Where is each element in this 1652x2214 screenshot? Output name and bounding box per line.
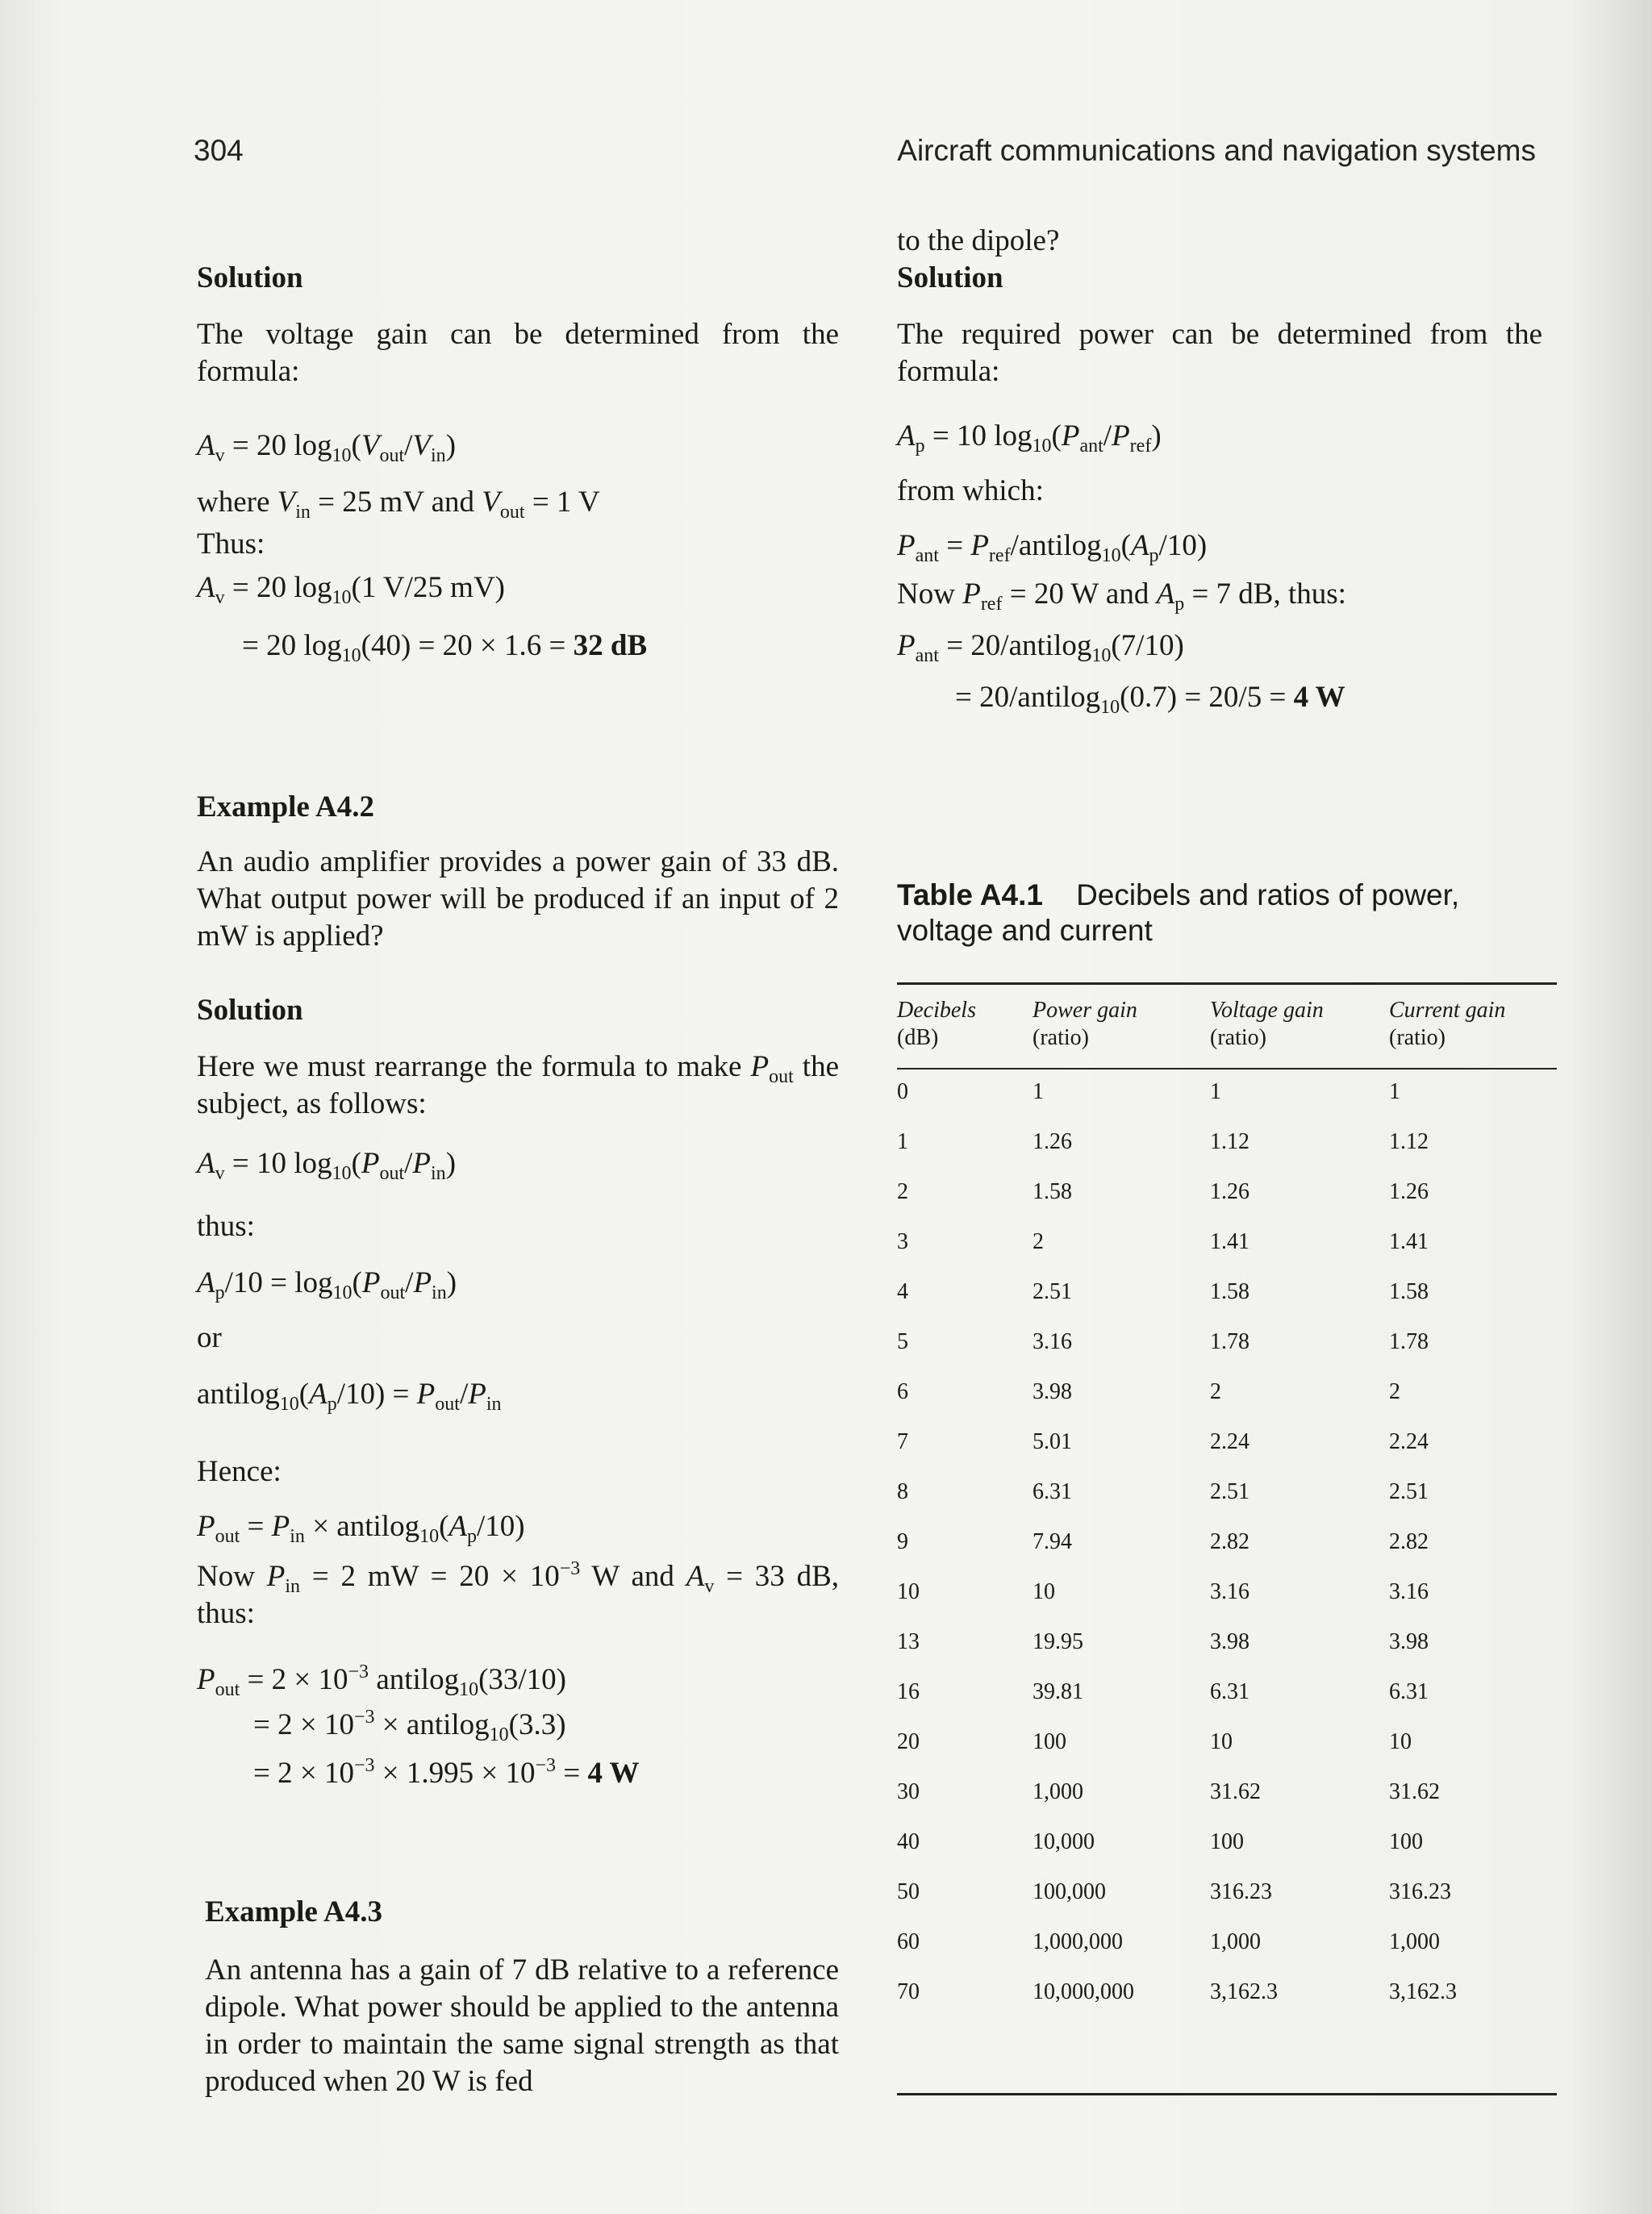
- solution-2-text-b: the subject, as follows:: [197, 1050, 840, 1120]
- thus-label-2: thus:: [197, 1210, 255, 1243]
- table-cell-decibels: 40: [897, 1829, 920, 1854]
- result-4w: 4 W: [587, 1757, 640, 1790]
- table-row: [897, 1529, 1557, 1579]
- table-row: [897, 1829, 1557, 1879]
- table-cell-voltage-gain: 6.31: [1210, 1679, 1249, 1704]
- table-cell-voltage-gain: 3,162.3: [1210, 1979, 1278, 2004]
- result-32db: 32 dB: [573, 629, 648, 662]
- table-row: [897, 1229, 1557, 1279]
- table-cell-decibels: 70: [897, 1979, 920, 2004]
- table-cell-voltage-gain: 3.16: [1210, 1579, 1249, 1604]
- solution-2-text: Here we must rearrange the formula to make $P_{out}$ the subject, as follows:: [197, 1050, 840, 1120]
- equation-pout-sub: $P_{out} = 2 \times 10^{-3}$ antilog$_{10}$(33/10): [197, 1662, 567, 1700]
- table-cell-current-gain: 1.78: [1389, 1329, 1429, 1354]
- table-row: [897, 1929, 1557, 1979]
- table-row: [897, 1329, 1557, 1379]
- equation-pout: $P_{out} = P_{in}$ × $antilog_{10}(A_p/10)$: [197, 1510, 525, 1547]
- table-cell-power-gain: 1,000,000: [1032, 1929, 1123, 1954]
- table-cell-power-gain: 39.81: [1032, 1679, 1083, 1704]
- table-cell-power-gain: 2: [1032, 1229, 1044, 1254]
- table-cell-power-gain: 1,000: [1032, 1779, 1083, 1804]
- from-which-label: from which:: [897, 474, 1044, 507]
- solution-3-text: The required power can be determined from the formula:: [897, 318, 1542, 388]
- table-cell-power-gain: 100: [1032, 1729, 1066, 1754]
- table-cell-decibels: 4: [897, 1279, 908, 1304]
- table-body: [897, 1052, 1557, 2029]
- now-values-text: Now $P_{in} = 2$ mW = $20 \times 10^{-3}$ W and $A_v = 33$ dB, thus:: [197, 1558, 839, 1630]
- table-row: [897, 1079, 1557, 1129]
- table-cell-power-gain: 19.95: [1032, 1629, 1083, 1654]
- table-cell-decibels: 5: [897, 1329, 908, 1354]
- header-power-gain: Power gain (ratio): [1032, 998, 1137, 1050]
- table-cell-current-gain: 1.58: [1389, 1279, 1429, 1304]
- table-cell-voltage-gain: 1.41: [1210, 1229, 1249, 1254]
- equation-pant-result: = 20/antilog$_{10}$(0.7) = 20/5 = 4 W: [955, 681, 1345, 718]
- table-cell-power-gain: 100,000: [1032, 1879, 1106, 1904]
- equation-pant: $P_{ant}$ = $P_{ref}/antilog_{10}(A_p/10)$: [897, 529, 1208, 566]
- table-cell-power-gain: 7.94: [1032, 1529, 1072, 1554]
- table-cell-power-gain: 3.16: [1032, 1329, 1072, 1354]
- thus-label-1: Thus:: [197, 527, 265, 561]
- table-cell-voltage-gain: 316.23: [1210, 1879, 1272, 1904]
- table-cell-decibels: 30: [897, 1779, 920, 1804]
- table-row: [897, 1979, 1557, 2029]
- table-cell-current-gain: 2.82: [1389, 1529, 1429, 1554]
- table-cell-current-gain: 1.26: [1389, 1179, 1429, 1204]
- table-cell-voltage-gain: 100: [1210, 1829, 1244, 1854]
- equation-voltage-gain-result: [242, 628, 647, 665]
- solution-1-text: The voltage gain can be determined from the formula:: [197, 318, 839, 388]
- table-cell-power-gain: 10,000,000: [1032, 1979, 1134, 2004]
- table-row: [897, 1679, 1557, 1729]
- table-row: [897, 1729, 1557, 1779]
- table-cell-current-gain: 2.24: [1389, 1429, 1429, 1454]
- table-cell-power-gain: 10,000: [1032, 1829, 1095, 1854]
- eq3-sub: 10: [341, 645, 361, 666]
- table-cell-voltage-gain: 1.26: [1210, 1179, 1249, 1204]
- now-values-text-2: Now $P_{ref} = 20$ W and $A_p = 7$ dB, thus:: [897, 577, 1346, 615]
- example-a4-2-text: An audio amplifier provides a power gain of 33 dB. What output power will be produced if an input of 2 mW is applied?: [197, 845, 839, 953]
- equation-voltage-gain-sub: $A_v = 20$ $\log_{10}(1$ V/25 mV): [197, 571, 505, 608]
- table-cell-voltage-gain: 2: [1210, 1379, 1221, 1404]
- equation-antenna-gain: $A_p = 10$ $\log_{10}(P_{ant}/P_{ref})$: [897, 419, 1162, 457]
- table-cell-voltage-gain: 2.82: [1210, 1529, 1249, 1554]
- table-cell-current-gain: 10: [1389, 1729, 1412, 1754]
- equation-voltage-gain: $A_v = 20$ $\log_{10}(V_{out}/V_{in})$: [197, 429, 457, 466]
- table-cell-current-gain: 3,162.3: [1389, 1979, 1457, 2004]
- example-a4-3-heading: Example A4.3: [205, 1895, 382, 1928]
- equation-pant-sub: $P_{ant}$ = 20/antilog$_{10}$(7/10): [897, 629, 1184, 666]
- table-label: Table A4.1: [897, 878, 1043, 911]
- header-current-gain: Current gain (ratio): [1389, 998, 1506, 1050]
- table-row: [897, 1779, 1557, 1829]
- equation-pout-step: = $2 \times 10^{-3}$ × antilog$_{10}$(3.3): [253, 1707, 566, 1745]
- eq3-rest: (40) = 20 × 1.6 =: [361, 629, 574, 662]
- table-cell-voltage-gain: 1: [1210, 1079, 1221, 1104]
- table-row: [897, 1179, 1557, 1229]
- table-cell-power-gain: 1.58: [1032, 1179, 1072, 1204]
- solution-heading-1: Solution: [197, 261, 303, 294]
- table-cell-current-gain: 3.98: [1389, 1629, 1429, 1654]
- table-cell-current-gain: 1.12: [1389, 1129, 1429, 1154]
- table-cell-decibels: 13: [897, 1629, 920, 1654]
- table-cell-decibels: 6: [897, 1379, 908, 1404]
- solution-heading-2: Solution: [197, 994, 303, 1027]
- table-cell-decibels: 9: [897, 1529, 908, 1554]
- table-cell-power-gain: 1.26: [1032, 1129, 1072, 1154]
- table-cell-voltage-gain: 2.51: [1210, 1479, 1249, 1504]
- table-cell-voltage-gain: 3.98: [1210, 1629, 1249, 1654]
- table-caption: [897, 878, 1542, 949]
- table-cell-decibels: 60: [897, 1929, 920, 1954]
- table-cell-decibels: 7: [897, 1429, 908, 1454]
- table-cell-current-gain: 1,000: [1389, 1929, 1440, 1954]
- table-row: [897, 1379, 1557, 1429]
- table-cell-voltage-gain: 1.58: [1210, 1279, 1249, 1304]
- table-cell-voltage-gain: 2.24: [1210, 1429, 1249, 1454]
- table-row: [897, 1879, 1557, 1929]
- table-cell-decibels: 3: [897, 1229, 908, 1254]
- table-cell-power-gain: 10: [1032, 1579, 1055, 1604]
- table-cell-current-gain: 1.41: [1389, 1229, 1429, 1254]
- continuation-text: to the dipole?: [897, 224, 1060, 257]
- hence-label: Hence:: [197, 1455, 282, 1488]
- table-row: [897, 1629, 1557, 1679]
- table-cell-decibels: 20: [897, 1729, 920, 1754]
- table-spacer-row: [897, 1052, 1557, 1079]
- equation-rearranged: $A_p/10 = \log_{10}(P_{out}/P_{in})$: [197, 1266, 457, 1303]
- table-cell-current-gain: 1: [1389, 1079, 1400, 1104]
- table-cell-current-gain: 31.62: [1389, 1779, 1440, 1804]
- table-cell-voltage-gain: 31.62: [1210, 1779, 1261, 1804]
- equation-pout-result: = $2 \times 10^{-3} \times 1.995 \times 10^{-3} = 4$ W: [253, 1755, 640, 1790]
- table-cell-power-gain: 2.51: [1032, 1279, 1072, 1304]
- table-cell-decibels: 16: [897, 1679, 920, 1704]
- table-cell-decibels: 2: [897, 1179, 908, 1204]
- table-top-rule: [897, 982, 1557, 985]
- table-spacer-cell: [897, 1052, 1557, 1079]
- table-cell-current-gain: 316.23: [1389, 1879, 1451, 1904]
- page-number: 304: [194, 134, 244, 167]
- example-a4-2-heading: Example A4.2: [197, 790, 374, 823]
- decibel-table: [897, 997, 1557, 2029]
- table-cell-voltage-gain: 1.12: [1210, 1129, 1249, 1154]
- table-cell-power-gain: 1: [1032, 1079, 1044, 1104]
- running-title: Aircraft communications and navigation systems: [897, 134, 1536, 167]
- table-cell-decibels: 0: [897, 1079, 908, 1104]
- equation-antilog: $antilog_{10}(A_p/10) = P_{out}/P_{in}$: [197, 1378, 502, 1415]
- example-a4-3-text: An antenna has a gain of 7 dB relative to a reference dipole. What power should be applied to the antenna in order to maintain the same signal strength as that produced when 20 W is fed: [205, 1953, 839, 2098]
- table-row: [897, 1279, 1557, 1329]
- table-cell-power-gain: 5.01: [1032, 1429, 1072, 1454]
- table-row: [897, 1579, 1557, 1629]
- table-cell-current-gain: 3.16: [1389, 1579, 1429, 1604]
- equation-power-gain: $A_v = 10$ $\log_{10}(P_{out}/P_{in})$: [197, 1147, 457, 1184]
- header-decibels: Decibels (dB): [897, 998, 976, 1050]
- table-cell-decibels: 8: [897, 1479, 908, 1504]
- table-header-row: [897, 997, 1557, 1052]
- table-cell-power-gain: 3.98: [1032, 1379, 1072, 1404]
- where-values: where $V_{in} = 25$ mV and $V_{out} = 1$ V: [197, 486, 600, 523]
- table-cell-decibels: 1: [897, 1129, 908, 1154]
- or-label: or: [197, 1321, 222, 1354]
- table-row: [897, 1129, 1557, 1179]
- table-cell-current-gain: 100: [1389, 1829, 1423, 1854]
- table-row: [897, 1479, 1557, 1529]
- table-cell-decibels: 10: [897, 1579, 920, 1604]
- eq3-plain: = 20 log: [242, 629, 342, 662]
- result-4w-antenna: 4 W: [1293, 681, 1345, 714]
- solution-2-text-a: Here we must rearrange the formula to make: [197, 1050, 751, 1083]
- table-header-rule: [897, 1068, 1557, 1069]
- table-cell-current-gain: 2: [1389, 1379, 1400, 1404]
- table-cell-voltage-gain: 10: [1210, 1729, 1233, 1754]
- table-cell-power-gain: 6.31: [1032, 1479, 1072, 1504]
- table-caption-text: Decibels and ratios of power, voltage and current: [897, 878, 1460, 947]
- table-cell-current-gain: 2.51: [1389, 1479, 1429, 1504]
- table-cell-voltage-gain: 1.78: [1210, 1329, 1249, 1354]
- table-bottom-rule: [897, 2093, 1557, 2095]
- table-row: [897, 1429, 1557, 1479]
- table-cell-decibels: 50: [897, 1879, 920, 1904]
- table-cell-voltage-gain: 1,000: [1210, 1929, 1261, 1954]
- solution-heading-3: Solution: [897, 261, 1003, 294]
- header-voltage-gain: Voltage gain (ratio): [1210, 998, 1324, 1050]
- table-cell-current-gain: 6.31: [1389, 1679, 1429, 1704]
